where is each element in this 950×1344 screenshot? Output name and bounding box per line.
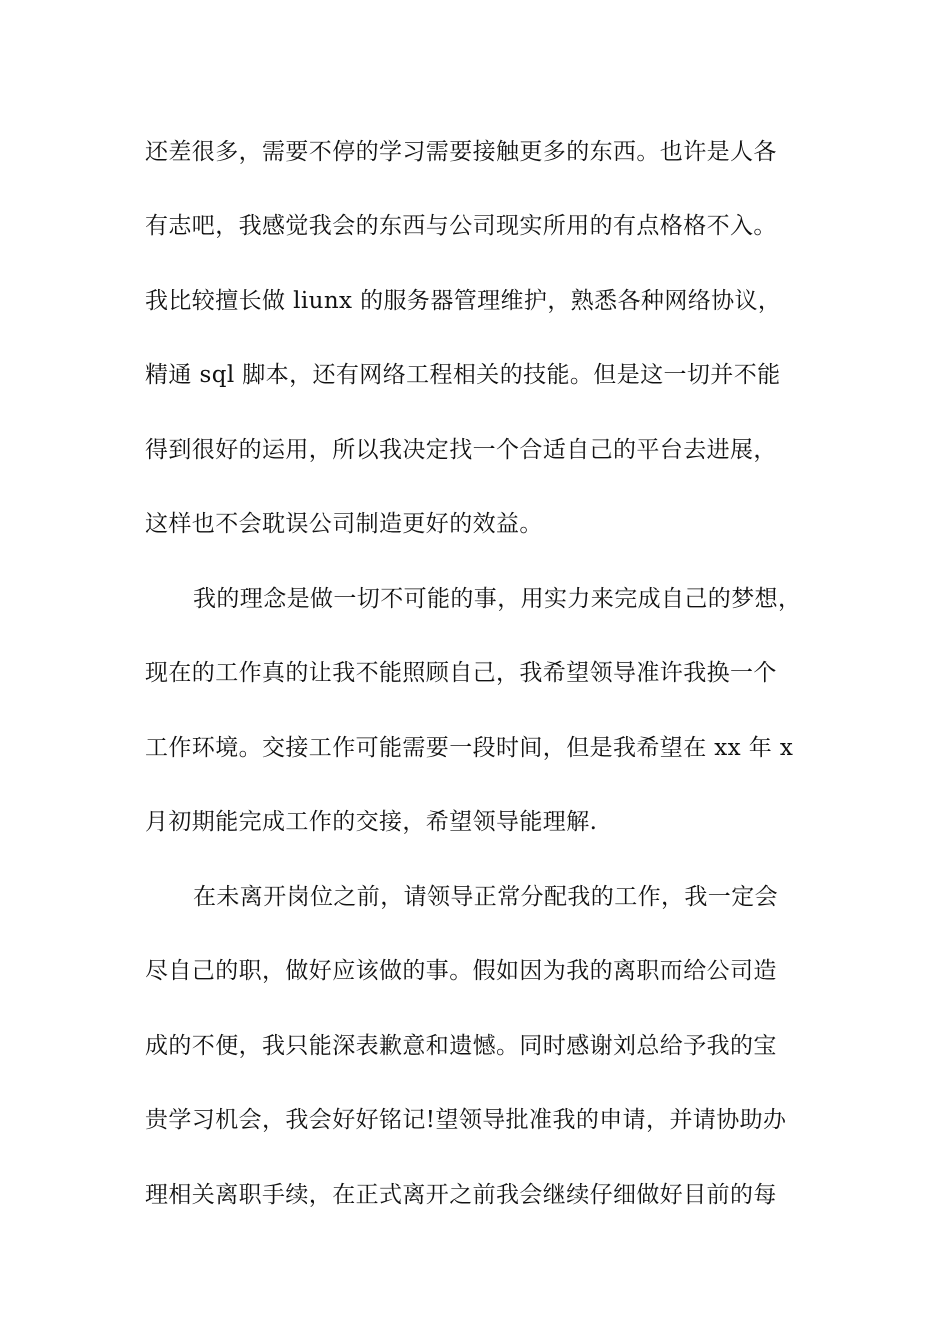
text-line: 还差很多，需要不停的学习需要接触更多的东西。也许是人各 [145, 139, 777, 165]
text-line: 这样也不会耽误公司制造更好的效益。 [145, 511, 543, 537]
paragraph-start-line: 我的理念是做一切不可能的事，用实力来完成自己的梦想， [193, 586, 802, 612]
text-line: 月初期能完成工作的交接，希望领导能理解. [145, 809, 598, 835]
text-line: 我比较擅长做 liunx 的服务器管理维护，熟悉各种网络协议， [145, 288, 782, 314]
paragraph-start-line: 在未离开岗位之前，请领导正常分配我的工作，我一定会 [193, 884, 778, 910]
text-line: 尽自己的职，做好应该做的事。假如因为我的离职而给公司造 [145, 958, 777, 984]
text-line: 理相关离职手续，在正式离开之前我会继续仔细做好目前的每 [145, 1182, 777, 1208]
text-line: 有志吧，我感觉我会的东西与公司现实所用的有点格格不入。 [145, 213, 777, 239]
text-line: 成的不便，我只能深表歉意和遗憾。同时感谢刘总给予我的宝 [145, 1033, 777, 1059]
text-line: 工作环境。交接工作可能需要一段时间，但是我希望在 xx 年 x [145, 735, 794, 761]
text-line: 贵学习机会，我会好好铭记!望领导批准我的申请，并请协助办 [145, 1107, 787, 1133]
text-line: 现在的工作真的让我不能照顾自己，我希望领导准许我换一个 [145, 660, 777, 686]
text-line: 精通 sql 脚本，还有网络工程相关的技能。但是这一切并不能 [145, 362, 781, 388]
text-line: 得到很好的运用，所以我决定找一个合适自己的平台去进展， [145, 437, 777, 463]
